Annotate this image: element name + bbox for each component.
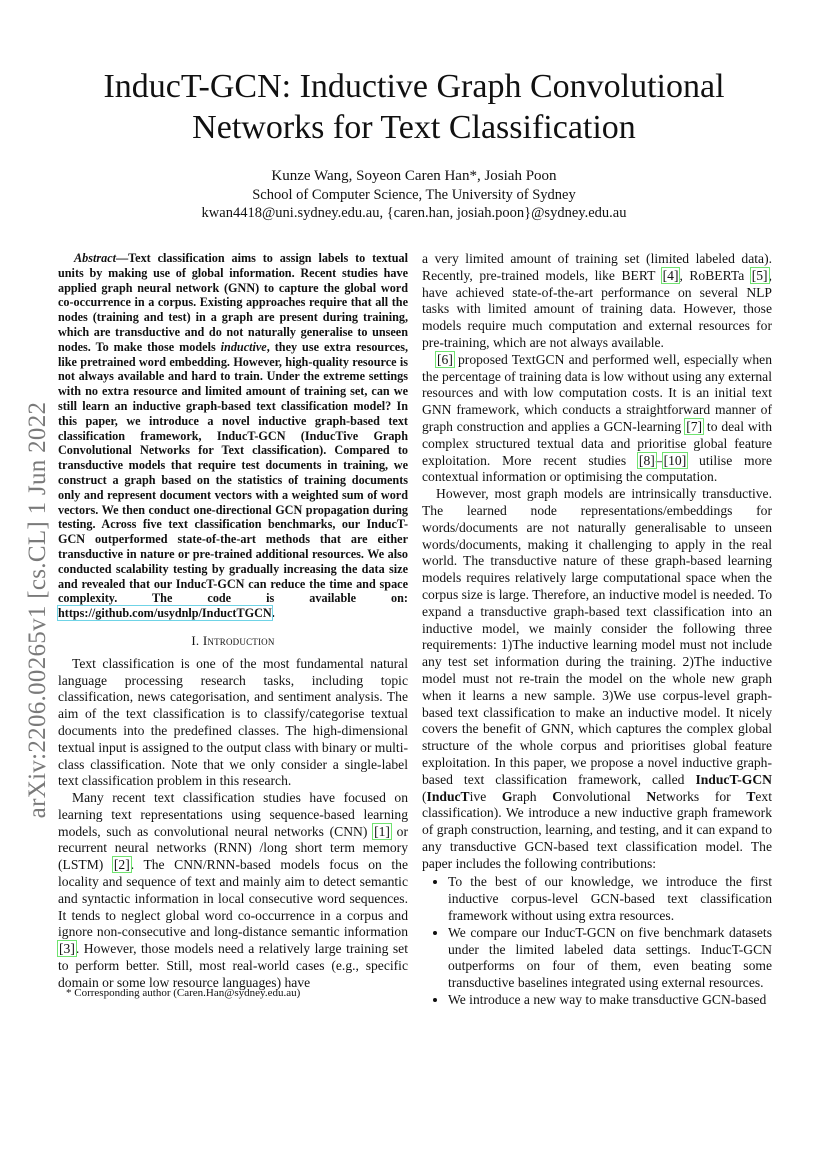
right-column xyxy=(422,251,772,1009)
text-span: to deal with complex structured textual data and prioritise global feature exploitation. More recent studies xyxy=(422,418,772,468)
text-span: raph xyxy=(512,788,553,804)
abstract-text-2: , they use extra resources, like pretrained word embedding. However, high-quality resource is not always available and hard to train. Under the extreme settings with no extra resource and limited amount of training set, can we still learn an inductive graph-based text classification model? In this paper, we introduce a novel inductive graph-based text classification framework, InducT-GCN (InducTive Graph Convolutional Networks for Text classification). Compared to transductive models that require test documents in training, we construct a graph based on the statistics of training documents only and represent document vectors with a weighted sum of word vectors. We then conduct one-directional GCN propagation during testing. Across five text classification benchmarks, our InducT-GCN outperformed state-of-the-art methods that are either transductive in nature or pre-trained additional resources. We also conducted scalability testing by gradually increasing the data size and revealed that our InducT-GCN can reduce the time and space complexity. The code is available on: xyxy=(58,339,408,606)
acronym-letter: G xyxy=(501,788,513,804)
intro-paragraph-2 xyxy=(58,790,408,992)
code-link[interactable]: https://github.com/usydnlp/InductTGCN xyxy=(58,606,272,621)
citation-link[interactable]: [8] xyxy=(638,452,655,468)
model-name: InducT-GCN xyxy=(695,771,772,787)
arxiv-sidebar xyxy=(0,0,60,1171)
acronym-letter: T xyxy=(460,788,470,804)
title-line-1: InducT-GCN: Inductive Graph Convolutional xyxy=(103,68,725,105)
arxiv-identifier: arXiv:2206.00265v1 [cs.CL] 1 Jun 2022 xyxy=(24,401,51,819)
abstract-inductive: inductive xyxy=(220,339,267,354)
right-paragraph-1 xyxy=(422,251,772,352)
title-line-2: Networks for Text Classification xyxy=(192,109,636,146)
text-span: ext classification). We introduce a new inductive graph framework of graph construction, learning, and testing, and it can expand to any transductive GCN-based text classification model. The paper includes the following contributions: xyxy=(422,788,772,871)
text-span: etworks for xyxy=(656,788,747,804)
abstract xyxy=(58,251,408,621)
right-paragraph-3 xyxy=(422,486,772,872)
abstract-lead: Abstract xyxy=(74,251,116,265)
text-span: – xyxy=(655,452,663,468)
section-heading-introduction xyxy=(58,633,408,650)
authors: Kunze Wang, Soyeon Caren Han*, Josiah Poon xyxy=(271,168,557,184)
left-column xyxy=(58,251,408,992)
acronym-letter: Induc xyxy=(426,788,461,804)
text-span: or recurrent neural networks (RNN) /long short term memory (LSTM) xyxy=(58,823,408,873)
citation-link[interactable]: [7] xyxy=(686,418,703,434)
text-span: proposed TextGCN and performed well, especially when the percentage of training data is low without using any external resources and with low computation costs. It is an initial text GNN framework, which conducts a straightforward manner of graph construction and applies a GCN-learning xyxy=(422,351,772,434)
text-span: . The CNN/RNN-based models focus on the locality and sequence of text and mainly aim to detect semantic and syntactic information in local consecutive word sequences. It tends to neglect global word co-occurrence in a corpus and ignore non-consecutive and long-distance semantic information xyxy=(58,857,408,940)
abstract-end: . xyxy=(271,606,275,621)
citation-link[interactable]: [3] xyxy=(59,941,75,957)
text-span: onvolutional xyxy=(562,788,647,804)
citation-link[interactable]: [2] xyxy=(113,857,130,873)
text-span: utilise more contextual information or optimising the computation. xyxy=(422,452,772,485)
acronym-letter: N xyxy=(646,788,657,804)
list-item: • To the best of our knowledge, we introduce the first inductive corpus-level GCN-based text classification framework without using extra resources. xyxy=(448,874,772,924)
paper-title xyxy=(60,66,768,148)
contribution-list xyxy=(422,874,772,1008)
text-span: However, most graph models are intrinsically transductive. The learned node representations/embeddings for words/documents are not naturally generalisable to unseen words/documents, making it challenging to apply in the real world. The transductive nature of these graph-based learning models requires relatively large computational space when the corpus size is large. Therefore, an inductive model is needed. To expand a transductive graph-based text classification into an inductive model, we mainly consider the following three requirements: 1)The inductive learning model must not include any test set information during the training. 2)The inductive model must not re-train the model on the whole new graph when it learns a new sample. 3)We use corpus-level graph-based text classification to make an inductive model. It nicely covers the benefit of GNN, which captures the complex global structure of the whole corpus and prioritises global feature exploitation. In this paper, we propose a novel inductive graph-based text classification framework, called xyxy=(422,486,772,787)
author-emails: kwan4418@uni.sydney.edu.au, {caren.han, josiah.poon}@sydney.edu.au xyxy=(201,205,627,221)
text-span: , have achieved state-of-the-art performance on several NLP tasks with limited amount of training data. However, those models require much computation and external resources for pre-training, which are not always available. xyxy=(422,267,772,350)
text-span: , RoBERTa xyxy=(679,267,751,283)
text-span: a very limited amount of training set (limited labeled data). Recently, pre-trained models, like BERT xyxy=(422,251,772,283)
text-span: ( xyxy=(422,788,427,804)
text-span: ive xyxy=(469,788,502,804)
acronym-letter: T xyxy=(746,788,756,804)
list-item: • We introduce a new way to make transductive GCN-based xyxy=(448,992,772,1009)
text-span: Many recent text classification studies have focused on learning text representations using sequence-based learning models, such as convolutional neural networks (CNN) xyxy=(58,790,408,839)
acronym-letter: C xyxy=(552,788,563,804)
citation-link[interactable]: [10] xyxy=(663,452,687,468)
list-item: • We compare our InducT-GCN on five benchmark datasets under the limited labeled data settings. InducT-GCN outperforms on four of them, even beating some transductive baselines integrated using external resources. xyxy=(448,925,772,992)
section-number: I. xyxy=(191,632,203,648)
citation-link[interactable]: [4] xyxy=(662,267,679,283)
section-title: Introduction xyxy=(202,632,275,648)
affiliation-block xyxy=(60,186,768,222)
affiliation: School of Computer Science, The University of Sydney xyxy=(252,187,576,203)
citation-link[interactable]: [1] xyxy=(374,823,390,839)
citation-link[interactable]: [6] xyxy=(437,351,453,367)
right-paragraph-2 xyxy=(422,352,772,486)
intro-paragraph-1: Text classification is one of the most fundamental natural language processing research tasks, including topic classification, news categorisation, and sentiment analysis. The aim of the text classification is to classify/categorise textual documents into the predefined classes. The high-dimensional textual input is assigned to the output class with binary or multi-class classification. Note that we only consider a single-label text classification problem in this research. xyxy=(58,655,408,789)
text-span: . However, those models need a relatively large training set to perform better. Still, most real-world cases (e.g., specific domain or some low resource languages) have xyxy=(58,941,408,990)
citation-link[interactable]: [5] xyxy=(751,267,768,283)
footnote: * Corresponding author (Caren.Han@sydney.edu.au) xyxy=(66,987,301,999)
abstract-text: —Text classification aims to assign labels to textual units by making use of global information. Recent studies have applied graph neural network (GNN) to capture the global word co-occurrence in a corpus. Existing approaches require that all the nodes (training and test) in a graph are present during training, which are transductive and do not naturally generalise to unseen nodes. To make those models xyxy=(58,251,408,354)
